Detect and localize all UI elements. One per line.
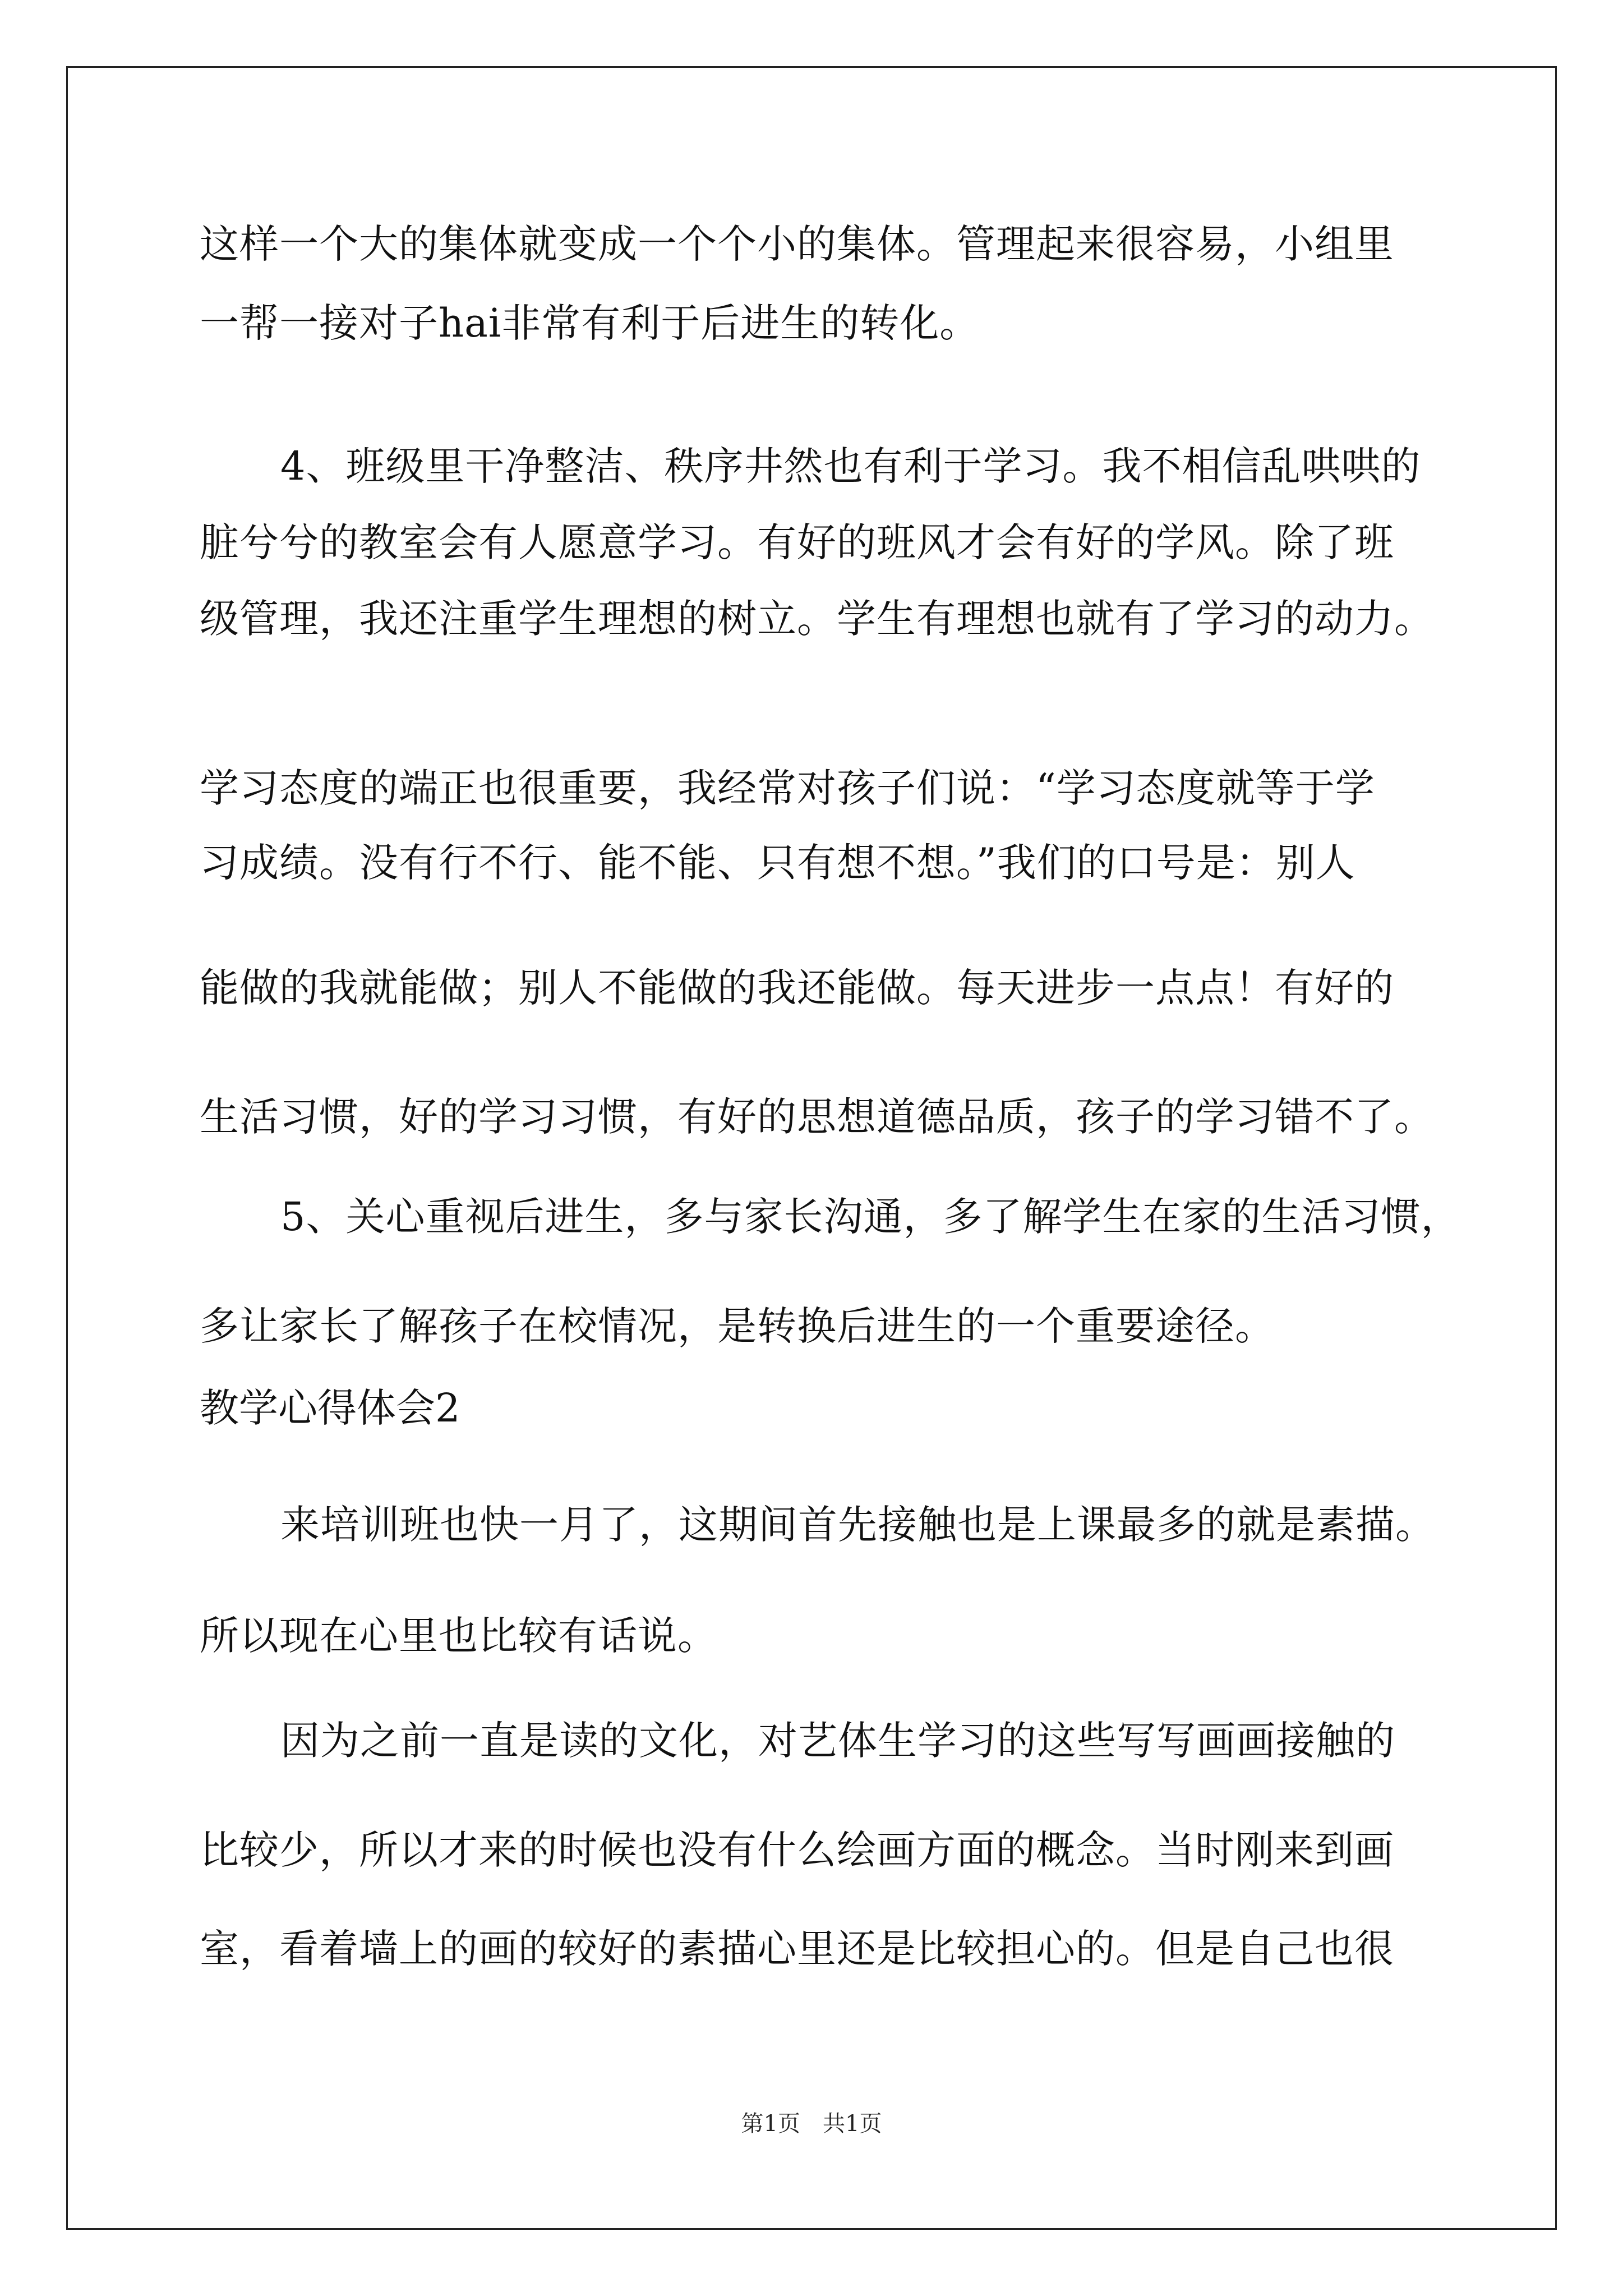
body-line-6: 学习态度的端正也很重要，我经常对孩子们说：“学习态度就等于学 (200, 765, 1375, 811)
body-line-11: 多让家长了解孩子在校情况，是转换后进生的一个重要途径。 (200, 1303, 1275, 1349)
body-line-16: 室，看着墙上的画的较好的素描心里还是比较担心的。但是自己也很 (200, 1926, 1394, 1972)
section-heading: 教学心得体会2 (200, 1385, 460, 1431)
body-line-9: 生活习惯，好的学习习惯，有好的思想道德品质，孩子的学习错不了。 (200, 1094, 1434, 1140)
body-line-10: 5、关心重视后进生，多与家长沟通，多了解学生在家的生活习惯， (280, 1194, 1461, 1240)
body-line-13: 所以现在心里也比较有话说。 (200, 1613, 717, 1659)
body-line-12: 来培训班也快一月了，这期间首先接触也是上课最多的就是素描。 (280, 1502, 1435, 1548)
body-line-2: 一帮一接对子hai非常有利于后进生的转化。 (200, 300, 980, 346)
body-line-1: 这样一个大的集体就变成一个个小的集体。管理起来很容易，小组里 (200, 221, 1394, 267)
page-footer: 第1页 共1页 (741, 2111, 882, 2137)
body-line-15: 比较少，所以才来的时候也没有什么绘画方面的概念。当时刚来到画 (200, 1827, 1394, 1873)
body-line-4: 脏兮兮的教室会有人愿意学习。有好的班风才会有好的学风。除了班 (200, 519, 1394, 565)
body-line-7: 习成绩。没有行不行、能不能、只有想不想。”我们的口号是：别人 (200, 840, 1355, 886)
body-line-3: 4、班级里干净整洁、秩序井然也有利于学习。我不相信乱哄哄的 (280, 443, 1421, 489)
body-line-8: 能做的我就能做；别人不能做的我还能做。每天进步一点点！有好的 (200, 965, 1394, 1011)
body-line-14: 因为之前一直是读的文化，对艺体生学习的这些写写画画接触的 (280, 1718, 1395, 1764)
body-line-5: 级管理，我还注重学生理想的树立。学生有理想也就有了学习的动力。 (200, 596, 1434, 642)
page-border (66, 66, 1557, 2230)
